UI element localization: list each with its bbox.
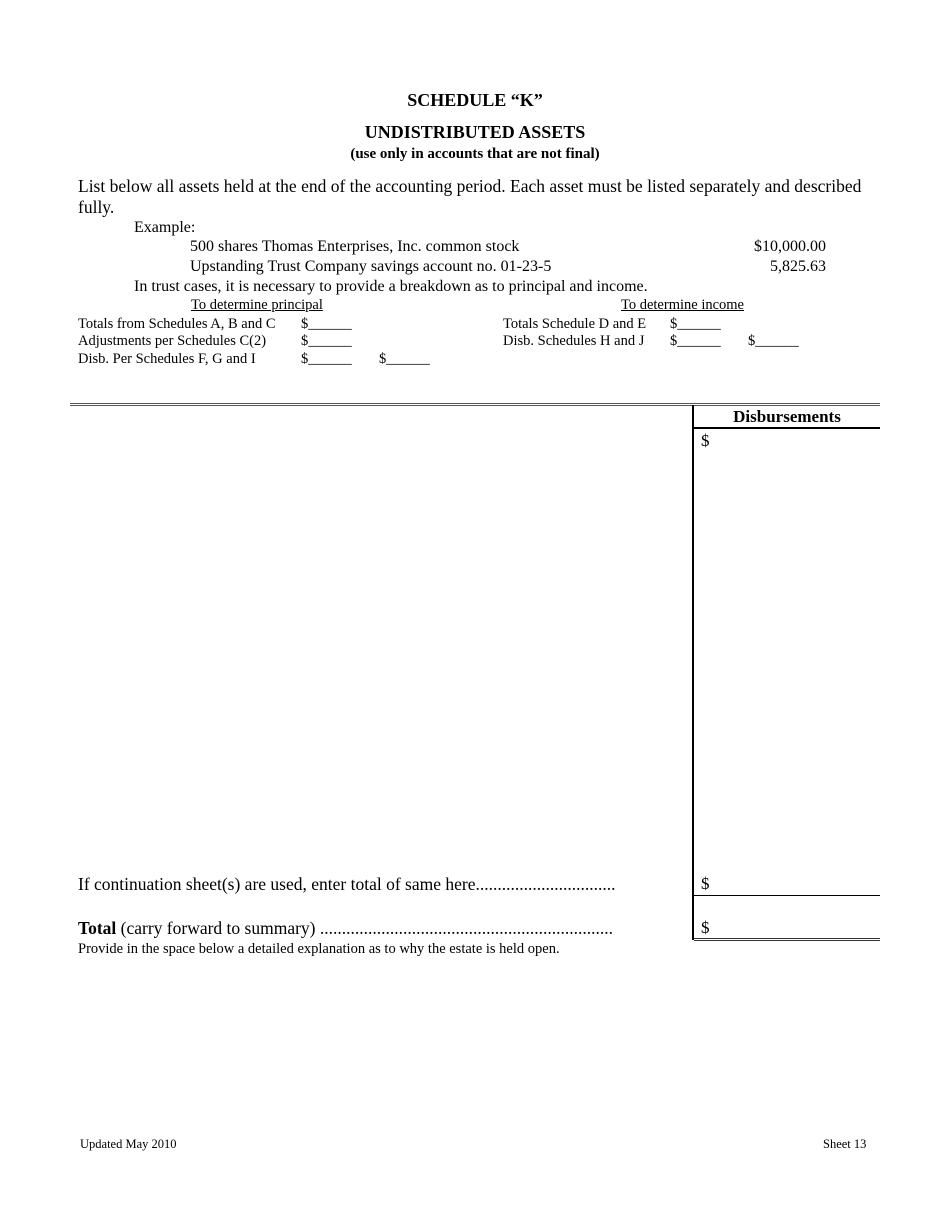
total-dots: ................................................................... (319, 918, 613, 938)
principal-row-blank[interactable]: $______ (301, 316, 352, 332)
example-description: 500 shares Thomas Enterprises, Inc. common stock (190, 238, 520, 255)
disbursements-header: Disbursements (733, 407, 841, 426)
income-row-label: Totals Schedule D and E (503, 316, 647, 332)
income-total-blank[interactable]: $______ (748, 333, 799, 349)
schedule-title: SCHEDULE “K” (407, 90, 543, 110)
income-heading: To determine income (621, 297, 744, 313)
column-divider (692, 405, 694, 940)
principal-row-blank[interactable]: $______ (301, 333, 352, 349)
trust-note: In trust cases, it is necessary to provide a breakdown as to principal and income. (134, 278, 648, 295)
disbursements-dollar[interactable]: $ (701, 431, 710, 450)
principal-row-blank[interactable]: $______ (301, 351, 352, 367)
total-dollar[interactable]: $ (701, 918, 710, 937)
principal-row-label: Totals from Schedules A, B and C (78, 316, 276, 332)
continuation-text: If continuation sheet(s) are used, enter total of same here (78, 874, 476, 894)
intro-text: List below all assets held at the end of the accounting period. Each asset must be listed separately and described fully. (78, 176, 862, 217)
principal-heading: To determine principal (191, 297, 323, 313)
income-row-label: Disb. Schedules H and J (503, 333, 645, 349)
total-double-underline (694, 938, 880, 941)
principal-total-blank[interactable]: $______ (379, 351, 430, 367)
total-description: (carry forward to summary) (116, 918, 320, 938)
provide-text: Provide in the space below a detailed explanation as to why the estate is held open. (78, 941, 560, 957)
principal-row-label: Disb. Per Schedules F, G and I (78, 351, 256, 367)
income-row-blank[interactable]: $______ (670, 316, 721, 332)
example-label: Example: (134, 219, 196, 236)
income-row-blank[interactable]: $______ (670, 333, 721, 349)
principal-row-label: Adjustments per Schedules C(2) (78, 333, 267, 349)
footer-sheet-number: Sheet 13 (823, 1137, 867, 1151)
continuation-dots: ................................ (475, 874, 616, 894)
schedule-subtitle: UNDISTRIBUTED ASSETS (364, 122, 586, 142)
footer-updated: Updated May 2010 (80, 1137, 177, 1151)
example-description: Upstanding Trust Company savings account no. 01-23-5 (190, 258, 552, 275)
total-line (78, 918, 613, 939)
continuation-dollar[interactable]: $ (701, 874, 710, 893)
table-top-rule (70, 403, 880, 406)
example-amount: $10,000.00 (754, 238, 826, 255)
schedule-note: (use only in accounts that are not final) (350, 146, 600, 162)
total-label: Total (78, 918, 117, 938)
continuation-line (78, 874, 615, 895)
example-amount: 5,825.63 (770, 258, 826, 275)
continuation-underline (694, 895, 880, 896)
header-underline (694, 427, 880, 429)
